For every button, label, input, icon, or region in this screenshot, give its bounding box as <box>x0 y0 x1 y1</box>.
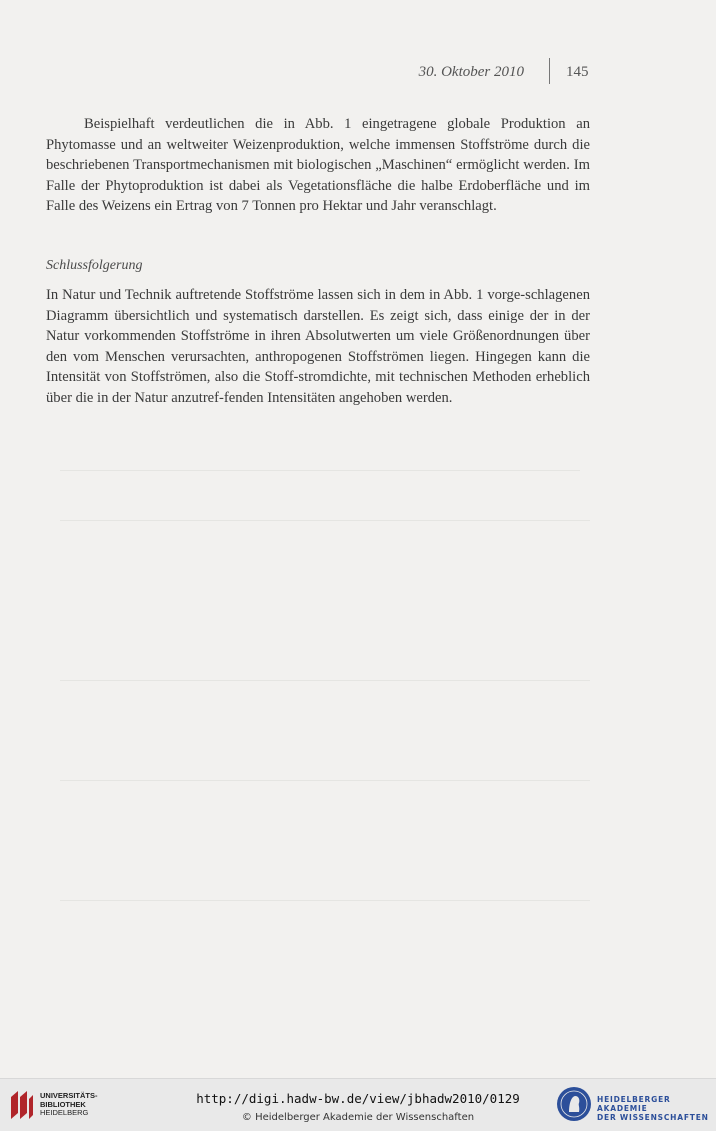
bleed-through-line <box>60 900 590 901</box>
footer-bar <box>0 1078 716 1131</box>
running-header <box>0 64 716 88</box>
bleed-through-line <box>60 780 590 781</box>
bleed-through-line <box>60 520 590 521</box>
source-url-link[interactable]: http://digi.hadw-bw.de/view/jbhadw2010/0129 <box>196 1091 520 1106</box>
bleed-through-line <box>60 470 580 471</box>
library-name: UNIVERSITÄTS- BIBLIOTHEK HEIDELBERG <box>40 1091 98 1117</box>
header-divider <box>549 58 550 84</box>
body-paragraph-1: Beispielhaft verdeutlichen die in Abb. 1 eingetragene globale Produktion an Phytomasse und an weltweiter Weizenproduktion, welche immensen Stoffströme durch die beschriebenen Transportmechanismen mit biologischen „Maschinen“ ermöglicht werden. Im Falle der Phytoproduktion ist dabei als Vegetationsfläche die halbe Erdoberfläche und im Falle des Weizens ein Ertrag von 7 Tonnen pro Hektar und Jahr veranschlagt. <box>46 116 590 215</box>
header-date: 30. Oktober 2010 <box>418 64 524 80</box>
bleed-through-line <box>60 680 590 681</box>
section-heading: Schlussfolgerung <box>46 258 143 273</box>
page-number: 145 <box>566 64 589 80</box>
academy-seal-icon <box>556 1086 592 1122</box>
academy-name: HEIDELBERGER AKADEMIE DER WISSENSCHAFTEN <box>597 1095 709 1122</box>
copyright-notice: © Heidelberger Akademie der Wissenschaften <box>241 1112 475 1123</box>
body-paragraph-2: In Natur und Technik auftretende Stoffströme lassen sich in dem in Abb. 1 vorge-schlagenen Diagramm übersichtlich und systematisch darstellen. Es zeigt sich, dass einige der in der Natur vorkommenden Stoffströme in ihren Absolutwerten um viele Größenordnungen über den vom Menschen verursachten, anthropogenen Stoffströmen liegen. Hingegen kann die Intensität von Stoffströmen, also die Stoff-stromdichte, mit technischen Methoden erheblich über die in der Natur anzutref-fenden Intensitäten angehoben werden. <box>46 287 590 406</box>
